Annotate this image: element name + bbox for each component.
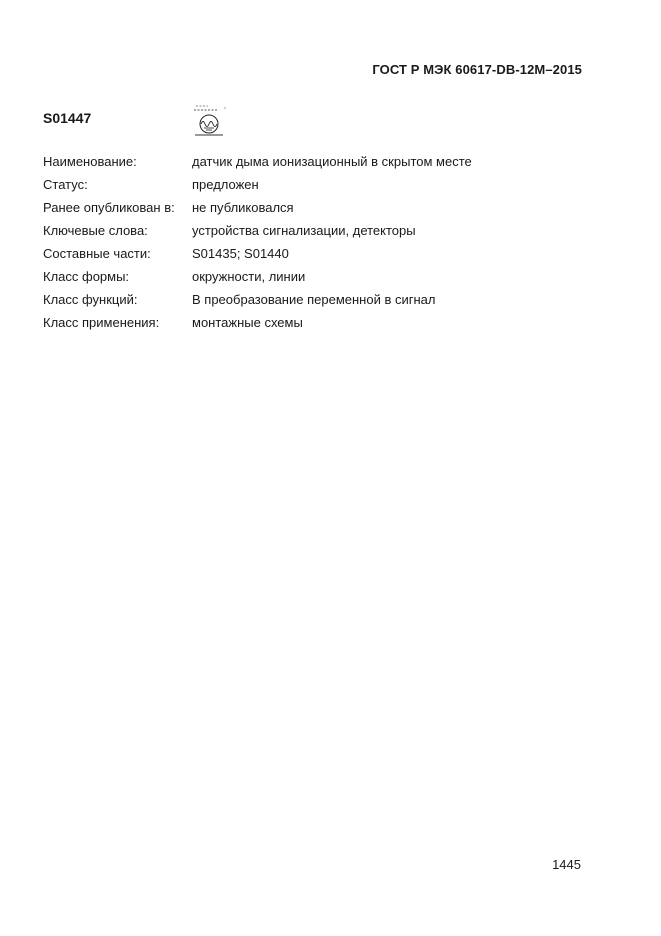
property-value: окружности, линии — [192, 269, 306, 284]
property-row-application-class — [43, 311, 472, 334]
property-value: устройства сигнализации, детекторы — [192, 223, 416, 238]
document-header: ГОСТ Р МЭК 60617-DB-12M–2015 — [372, 62, 582, 77]
property-value: датчик дыма ионизационный в скрытом месте — [192, 154, 472, 169]
property-value: предложен — [192, 177, 259, 192]
property-label: Наименование: — [43, 154, 137, 169]
property-row-keywords — [43, 219, 472, 242]
property-value: не публиковался — [192, 200, 294, 215]
symbol-properties-list — [43, 150, 472, 334]
property-label: Ключевые слова: — [43, 223, 148, 238]
property-value: монтажные схемы — [192, 315, 303, 330]
property-row-previously-published — [43, 196, 472, 219]
property-label: Класс функций: — [43, 292, 138, 307]
property-label: Ранее опубликован в: — [43, 200, 175, 215]
page-number: 1445 — [552, 857, 581, 872]
property-row-name — [43, 150, 472, 173]
property-value: S01435; S01440 — [192, 246, 289, 261]
property-row-components — [43, 242, 472, 265]
property-label: Класс формы: — [43, 269, 130, 284]
property-row-function-class — [43, 288, 472, 311]
symbol-code: S01447 — [43, 110, 92, 126]
property-label: Статус: — [43, 177, 88, 192]
smoke-detector-symbol-icon — [190, 104, 230, 138]
property-label: Составные части: — [43, 246, 151, 261]
property-value: В преобразование переменной в сигнал — [192, 292, 436, 307]
property-row-status — [43, 173, 472, 196]
property-label: Класс применения: — [43, 315, 160, 330]
property-row-shape-class — [43, 265, 472, 288]
